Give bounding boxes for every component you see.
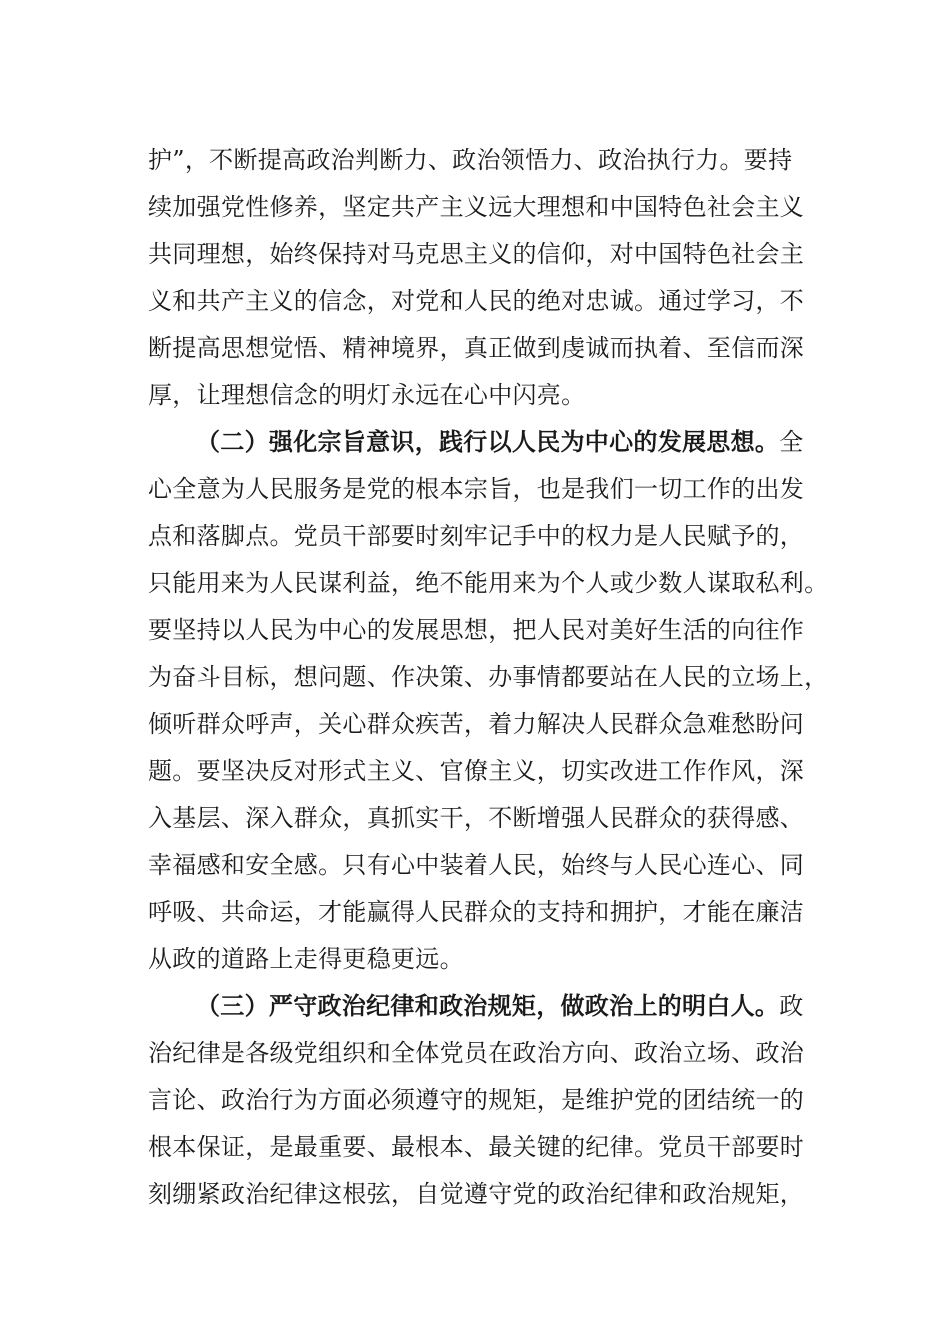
section-heading-3 <box>196 986 804 1026</box>
text-line: 刻绷紧政治纪律这根弦，自觉遵守党的政治纪律和政治规矩， <box>148 1180 805 1208</box>
heading-2-rest: 全 <box>779 428 804 456</box>
text-line: 言论、政治行为方面必须遵守的规矩，是维护党的团结统一的 <box>148 1086 805 1114</box>
text-line: 入基层、深入群众，真抓实干，不断增强人民群众的获得感、 <box>148 804 805 832</box>
text-line: 呼吸、共命运，才能赢得人民群众的支持和拥护，才能在廉洁 <box>148 898 805 926</box>
text-line: 幸福感和安全感。只有心中装着人民，始终与人民心连心、同 <box>148 851 805 879</box>
text-line: 厚，让理想信念的明灯永远在心中闪亮。 <box>148 381 586 409</box>
heading-2-title: （二）强化宗旨意识，践行以人民为中心的发展思想。 <box>196 428 780 456</box>
heading-3-rest: 政 <box>779 992 804 1020</box>
text-line: 题。要坚决反对形式主义、官僚主义，切实改进工作作风，深 <box>148 757 805 785</box>
text-line: 续加强党性修养，坚定共产主义远大理想和中国特色社会主义 <box>148 193 805 221</box>
text-line: 共同理想，始终保持对马克思主义的信仰，对中国特色社会主 <box>148 240 805 268</box>
text-line: 从政的道路上走得更稳更远。 <box>148 945 464 973</box>
text-line: 治纪律是各级党组织和全体党员在政治方向、政治立场、政治 <box>148 1039 805 1067</box>
text-line: 点和落脚点。党员干部要时刻牢记手中的权力是人民赋予的， <box>148 522 805 550</box>
heading-3-title: （三）严守政治纪律和政治规矩，做政治上的明白人。 <box>196 992 780 1020</box>
text-line: 倾听群众呼声，关心群众疾苦，着力解决人民群众急难愁盼问 <box>148 710 805 738</box>
text-line: 护”，不断提高政治判断力、政治领悟力、政治执行力。要持 <box>148 146 793 174</box>
section-heading-2 <box>196 422 804 462</box>
text-line: 断提高思想觉悟、精神境界，真正做到虔诚而执着、至信而深 <box>148 334 805 362</box>
text-line: 心全意为人民服务是党的根本宗旨，也是我们一切工作的出发 <box>148 475 805 503</box>
text-line: 根本保证，是最重要、最根本、最关键的纪律。党员干部要时 <box>148 1133 805 1161</box>
text-line: 要坚持以人民为中心的发展思想，把人民对美好生活的向往作 <box>148 616 805 644</box>
text-line: 义和共产主义的信念，对党和人民的绝对忠诚。通过学习，不 <box>148 287 805 315</box>
text-line: 为奋斗目标，想问题、作决策、办事情都要站在人民的立场上， <box>148 663 829 691</box>
text-line: 只能用来为人民谋利益，绝不能用来为个人或少数人谋取私利。 <box>148 569 829 597</box>
